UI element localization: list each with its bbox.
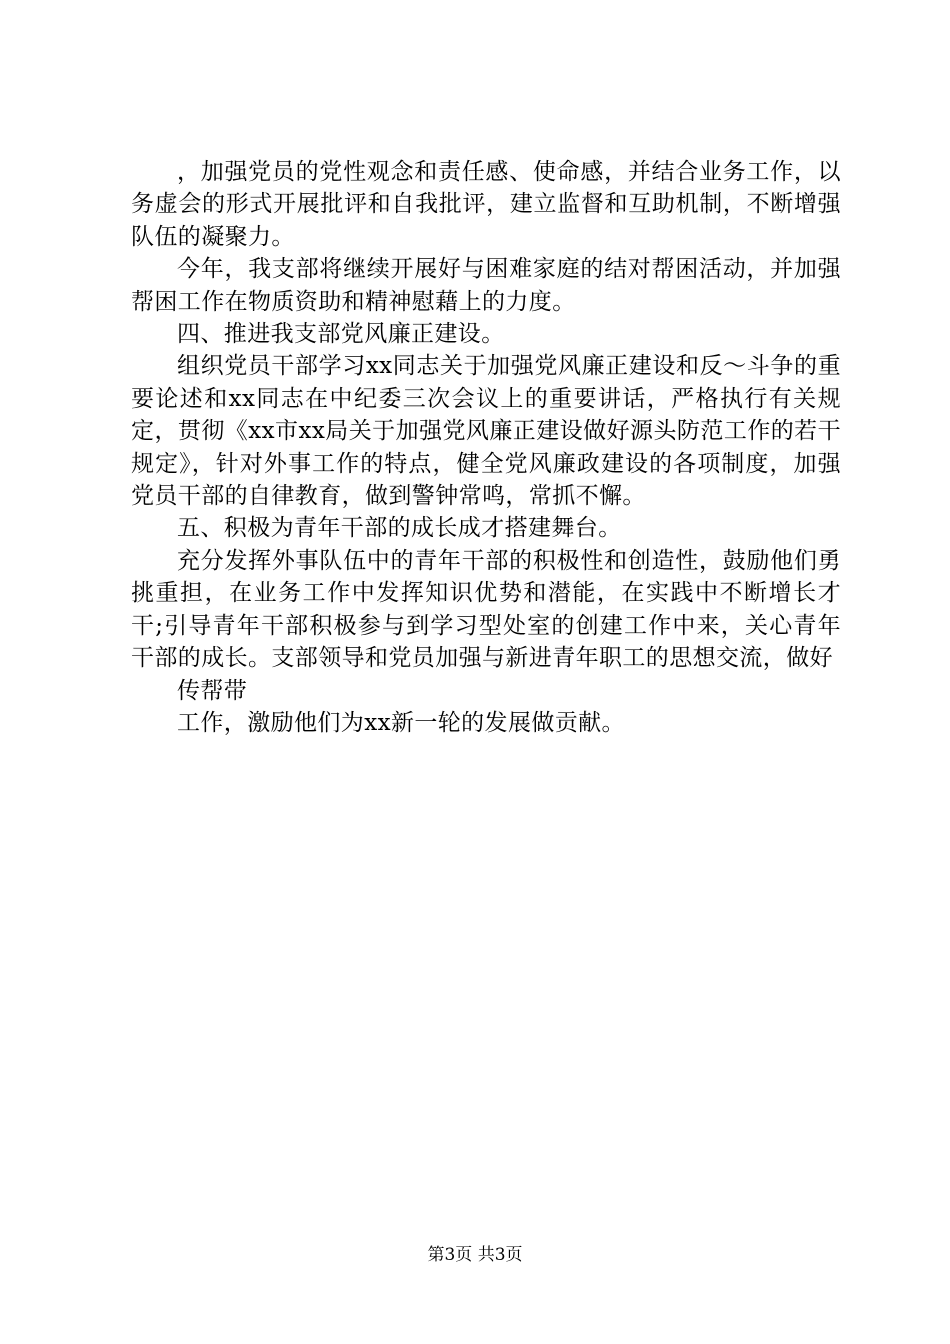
page-number-footer: 第3页 共3页 xyxy=(427,1245,523,1265)
paragraph-2: 今年，我支部将继续开展好与困难家庭的结对帮困活动，并加强帮困工作在物质资助和精神慰藉上的力度。 xyxy=(131,256,841,315)
section-heading-4: 四、推进我支部党风廉正建设。 xyxy=(177,321,505,348)
paragraph-4: 充分发挥外事队伍中的青年干部的积极性和创造性，鼓励他们勇挑重担，在业务工作中发挥知识优势和潜能，在实践中不断增长才干;引导青年干部积极参与到学习型处室的创建工作中来，关心青年干部的成长。支部领导和党员加强与新进青年职工的思想交流，做好 xyxy=(131,547,841,672)
document-body xyxy=(131,156,841,739)
paragraph-5: 传帮带 xyxy=(177,677,248,704)
section-heading-5: 五、积极为青年干部的成长成才搭建舞台。 xyxy=(177,515,622,542)
paragraph-6: 工作，激励他们为xx新一轮的发展做贡献。 xyxy=(177,709,625,736)
paragraph-3: 组织党员干部学习xx同志关于加强党风廉正建设和反～斗争的重要论述和xx同志在中纪委三次会议上的重要讲话，严格执行有关规定，贯彻《xx市xx局关于加强党风廉正建设做好源头防范工作的若干规定》，针对外事工作的特点，健全党风廉政建设的各项制度，加强党员干部的自律教育，做到警钟常鸣，常抓不懈。 xyxy=(131,353,841,510)
paragraph-1: ，加强党员的党性观念和责任感、使命感，并结合业务工作，以务虚会的形式开展批评和自我批评，建立监督和互助机制，不断增强队伍的凝聚力。 xyxy=(131,159,841,250)
